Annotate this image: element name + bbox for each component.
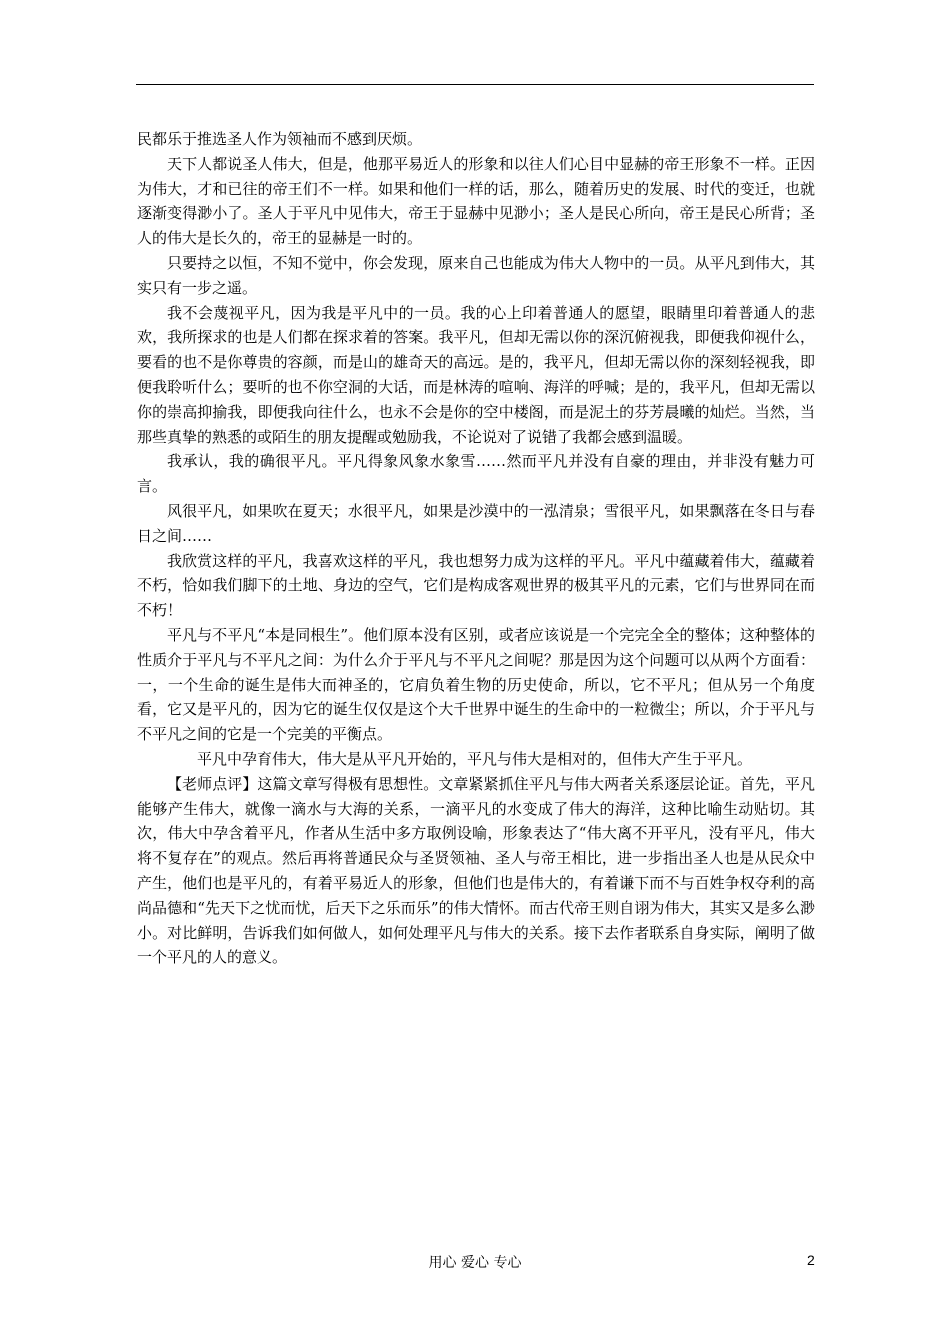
page-footer: 用心 爱心 专心 — [428, 1255, 522, 1271]
paragraph-2: 天下人都说圣人伟大，但是，他那平易近人的形象和以往人们心目中显赫的帝王形象不一样。正因为伟大，才和已往的帝王们不一样。如果和他们一样的话，那么，随着历史的发展、时代的变迁，也就逐渐变得渺小了。圣人于平凡中见伟大，帝王于显赫中见渺小；圣人是民心所向，帝王是民心所背；圣人的伟大是长久的，帝王的显赫是一时的。 — [137, 154, 815, 248]
paragraph-6: 风很平凡，如果吹在夏天；水很平凡，如果是沙漠中的一泓清泉；雪很平凡，如果飘落在冬日与春日之间…… — [137, 501, 815, 545]
paragraph-7: 我欣赏这样的平凡，我喜欢这样的平凡，我也想努力成为这样的平凡。平凡中蕴藏着伟大，蕴藏着不朽，恰如我们脚下的土地、身边的空气，它们是构成客观世界的极其平凡的元素，它们与世界同在而不朽！ — [137, 551, 815, 620]
paragraph-8: 平凡与不平凡“本是同根生”。他们原本没有区别，或者应该说是一个完完全全的整体；这种整体的性质介于平凡与不平凡之间：为什么介于平凡与不平凡之间呢？那是因为这个问题可以从两个方面看：一，一个生命的诞生是伟大而神圣的，它肩负着生物的历史使命，所以，它不平凡；但从另一个角度看，它又是平凡的，因为它的诞生仅仅是这个大千世界中诞生的生命中的一粒微尘；所以，介于平凡与不平凡之间的它是一个完美的平衡点。 — [137, 625, 815, 744]
page-number: 2 — [807, 1252, 815, 1268]
paragraph-5: 我承认，我的确很平凡。平凡得象风象水象雪……然而平凡并没有自豪的理由，并非没有魅力可言。 — [137, 452, 815, 496]
paragraph-3: 只要持之以恒，不知不觉中，你会发现，原来自己也能成为伟大人物中的一员。从平凡到伟大，其实只有一步之遥。 — [137, 253, 815, 297]
document-body — [137, 127, 815, 970]
paragraph-1: 民都乐于推选圣人作为领袖而不感到厌烦。 — [137, 130, 423, 148]
header-rule — [136, 84, 814, 85]
paragraph-4: 我不会蔑视平凡，因为我是平凡中的一员。我的心上印着普通人的愿望，眼睛里印着普通人的悲欢，我所探求的也是人们都在探求着的答案。我平凡，但却无需以你的深沉俯视我，即便我仰视什么，要看的也不是你尊贵的容颜，而是山的雄奇天的高远。是的，我平凡，但却无需以你的深刻轻视我，即便我聆听什么；要听的也不你空洞的大话，而是林涛的喧响、海洋的呼喊；是的，我平凡，但却无需以你的崇高抑揄我，即便我向往什么，也永不会是你的空中楼阁，而是泥土的芬芳晨曦的灿烂。当然，当那些真挚的熟悉的或陌生的朋友提醒或勉励我，不论说对了说错了我都会感到温暖。 — [137, 303, 815, 446]
paragraph-9: 平凡中孕育伟大，伟大是从平凡开始的，平凡与伟大是相对的，但伟大产生于平凡。 — [197, 749, 753, 768]
teacher-comment: 【老师点评】这篇文章写得极有思想性。文章紧紧抓住平凡与伟大两者关系逐层论证。首先，平凡能够产生伟大，就像一滴水与大海的关系，一滴平凡的水变成了伟大的海洋，这种比喻生动贴切。其次，伟大中孕含着平凡，作者从生活中多方取例设喻，形象表达了“伟大离不开平凡，没有平凡，伟大将不复存在”的观点。然后再将普通民众与圣贤领袖、圣人与帝王相比，进一步指出圣人也是从民众中产生，他们也是平凡的，有着平易近人的形象，但他们也是伟大的，有着谦下而不与百姓争权夺利的高尚品德和“先天下之忧而忧，后天下之乐而乐”的伟大情怀。而古代帝王则自诩为伟大，其实又是多么渺小。对比鲜明，告诉我们如何做人，如何处理平凡与伟大的关系。接下去作者联系自身实际，阐明了做一个平凡的人的意义。 — [137, 774, 815, 967]
